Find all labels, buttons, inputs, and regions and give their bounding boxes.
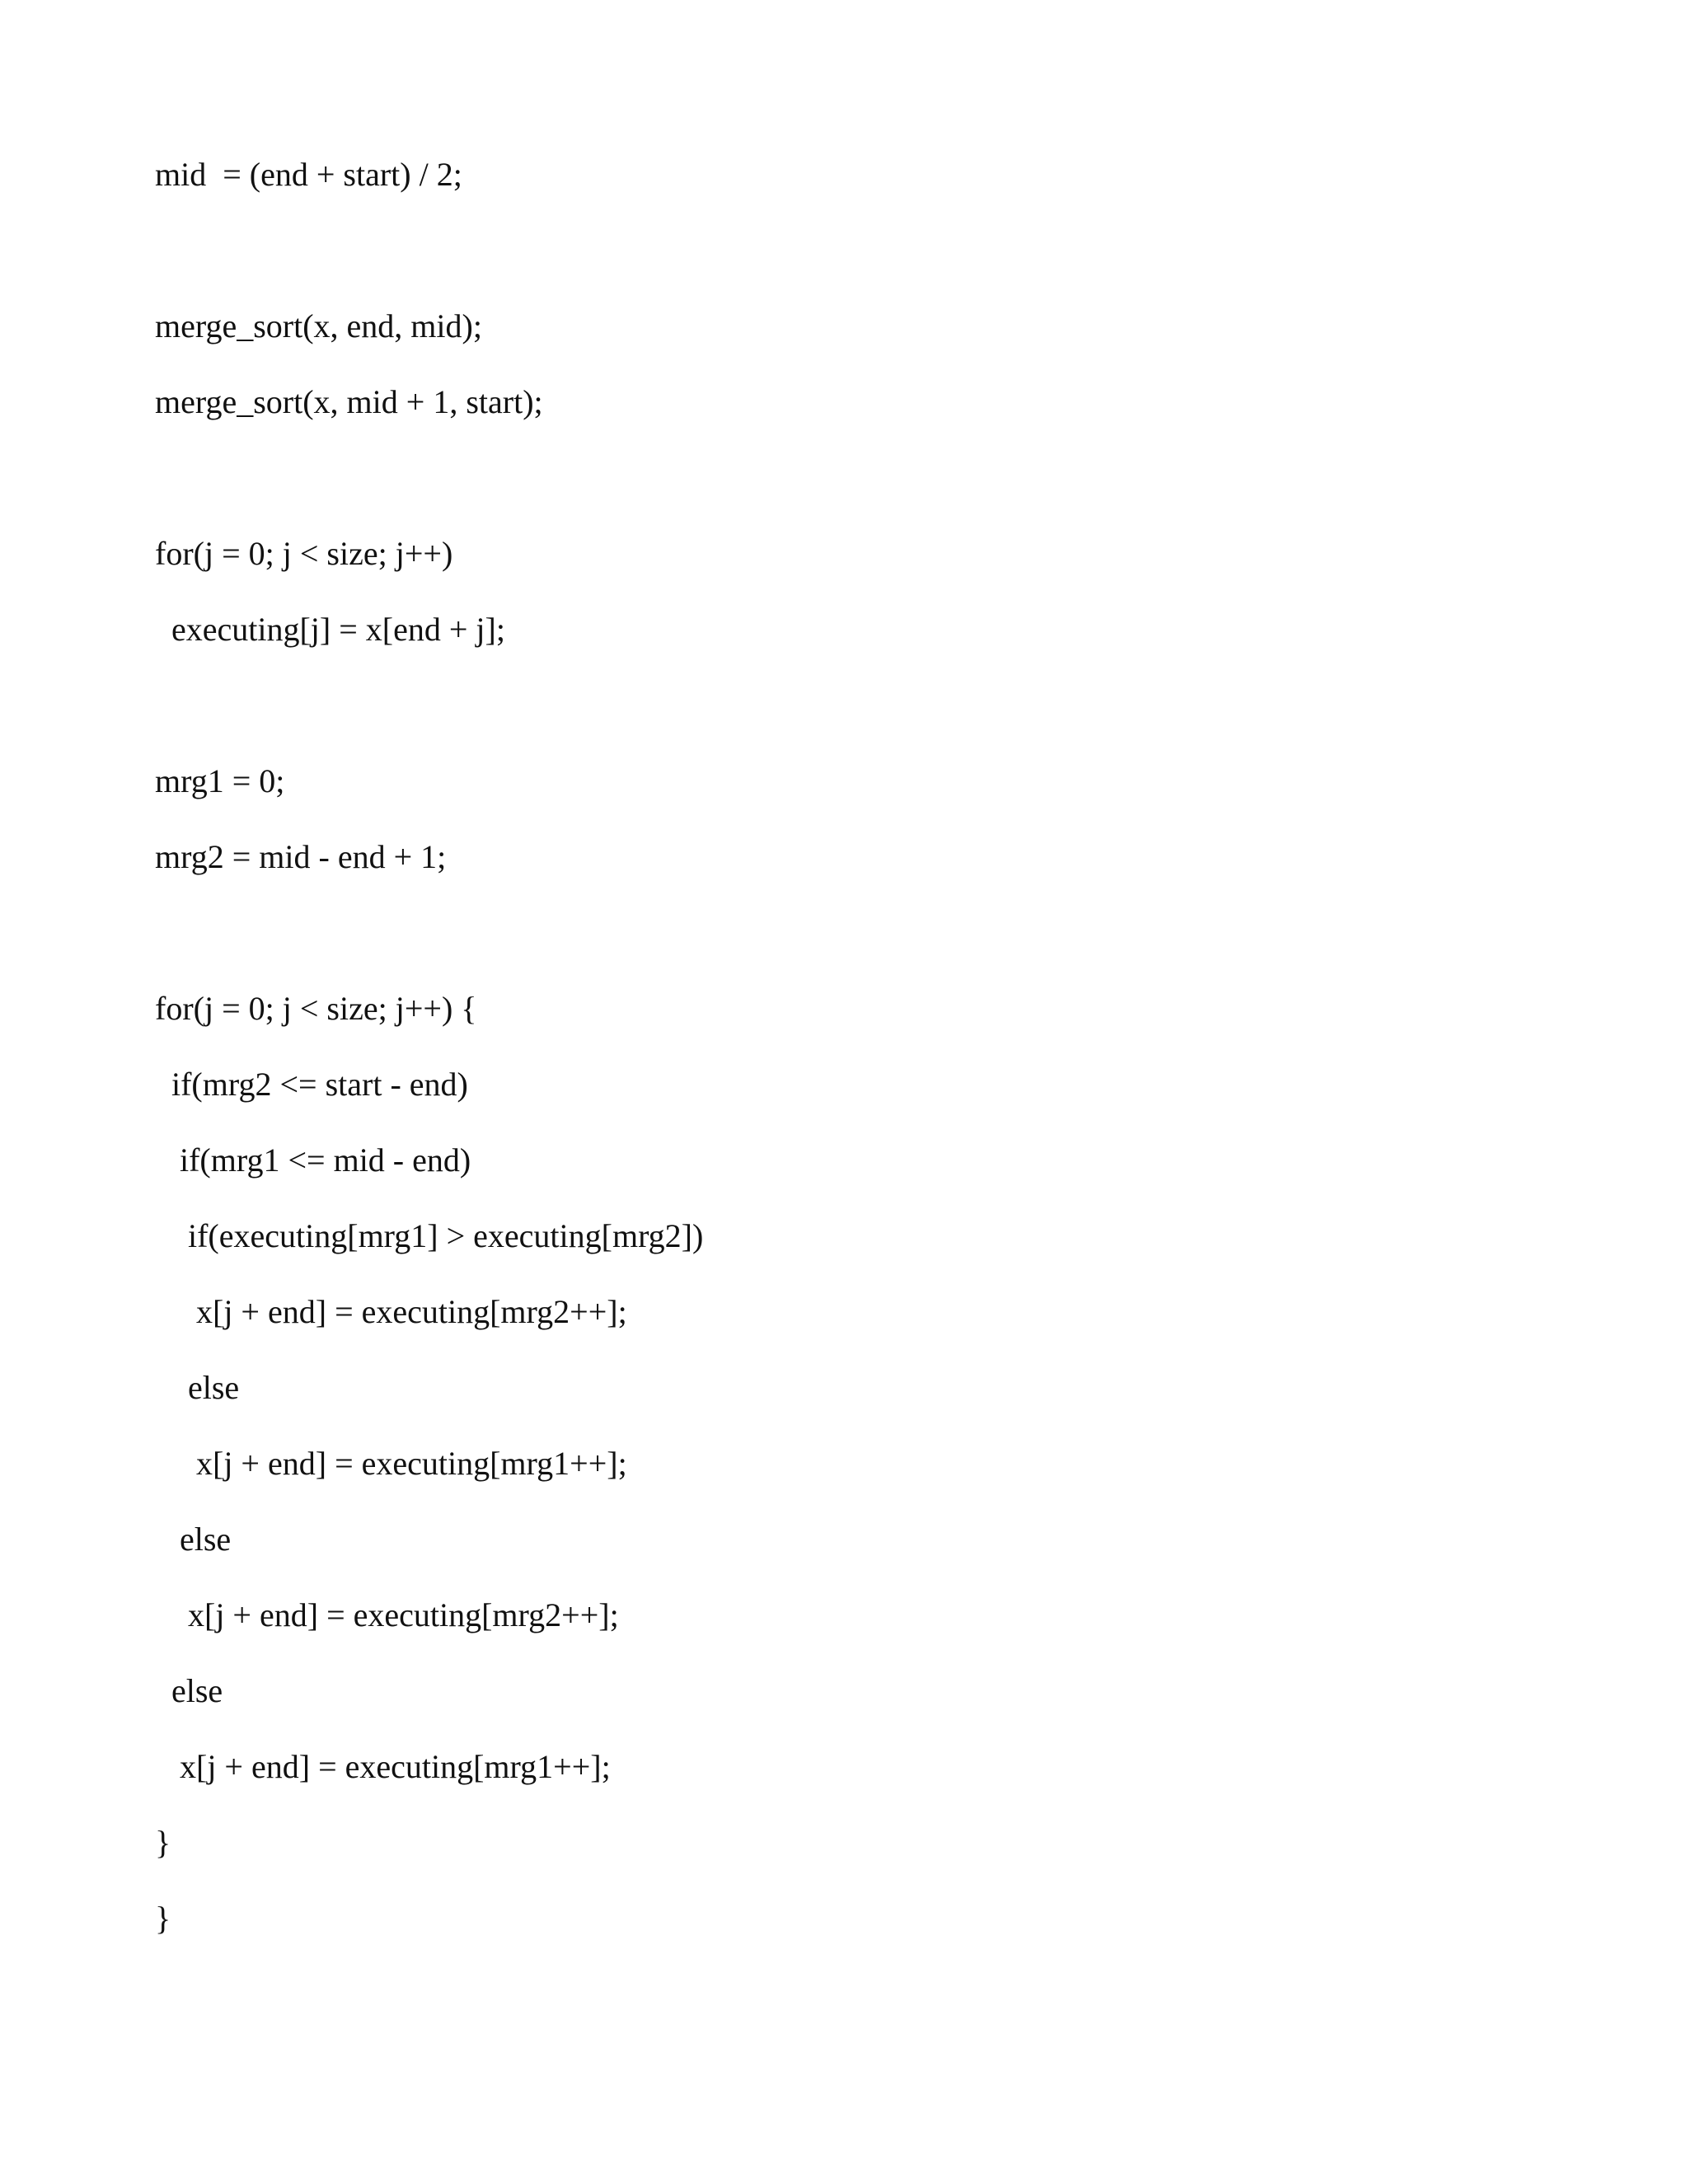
code-line: for(j = 0; j < size; j++) (155, 535, 453, 572)
code-line: for(j = 0; j < size; j++) { (155, 990, 477, 1027)
code-line: merge_sort(x, mid + 1, start); (155, 383, 543, 420)
code-line: mrg1 = 0; (155, 762, 285, 799)
code-line: x[j + end] = executing[mrg2++]; (155, 1293, 627, 1330)
code-line: else (155, 1369, 240, 1406)
code-line: if(mrg2 <= start - end) (155, 1066, 468, 1103)
code-line: if(mrg1 <= mid - end) (155, 1141, 471, 1179)
code-line: else (155, 1672, 223, 1709)
code-line: mid = (end + start) / 2; (155, 156, 462, 193)
code-line: mrg2 = mid - end + 1; (155, 838, 447, 875)
code-line: x[j + end] = executing[mrg1++]; (155, 1445, 627, 1482)
code-line: if(executing[mrg1] > executing[mrg2]) (155, 1217, 704, 1254)
code-line: executing[j] = x[end + j]; (155, 611, 505, 648)
code-line: merge_sort(x, end, mid); (155, 307, 482, 344)
code-line: x[j + end] = executing[mrg2++]; (155, 1596, 619, 1633)
code-line: else (155, 1521, 232, 1558)
code-line: x[j + end] = executing[mrg1++]; (155, 1748, 611, 1785)
code-line: } (155, 1824, 171, 1861)
code-line: } (155, 1900, 171, 1937)
